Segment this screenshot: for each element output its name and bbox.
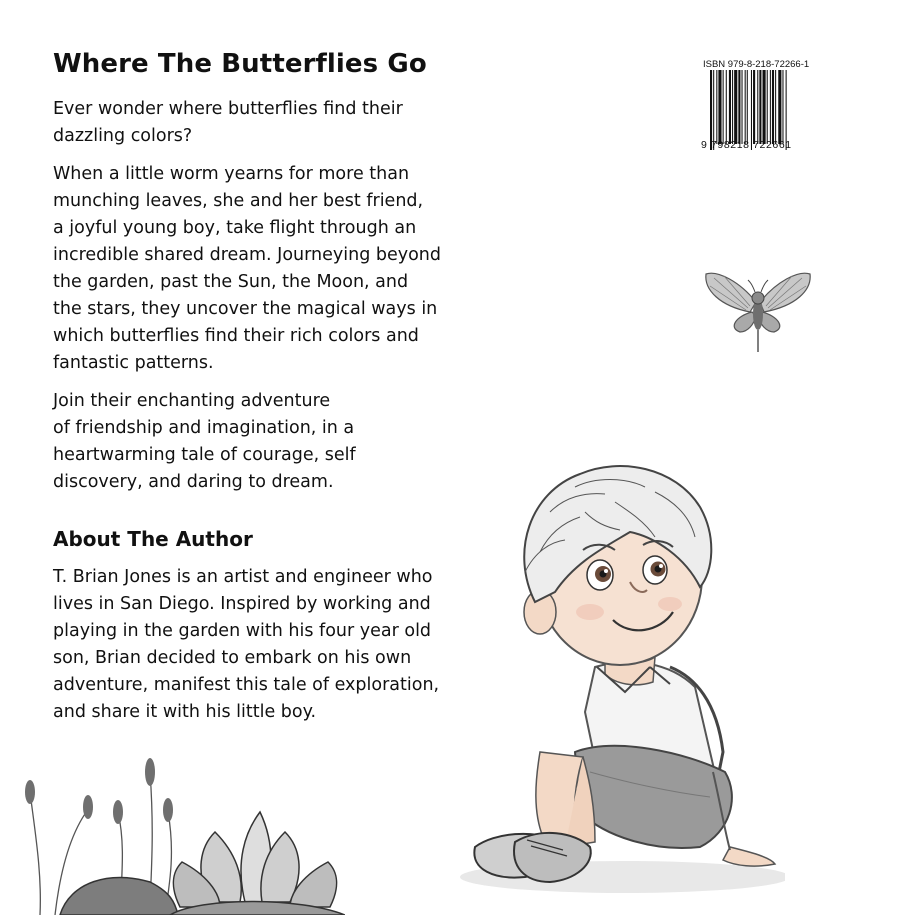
author-bio: T. Brian Jones is an artist and engineer who lives in San Diego. Inspired by working and playing in the garden with his four year old son, Brian decided to embark on his own adventure, manifest this tale of exploration, and share it with his little boy. xyxy=(53,567,440,722)
butterfly-icon xyxy=(700,262,815,357)
isbn-label: ISBN 979-8-218-72266-1 xyxy=(703,59,810,70)
book-title: Where The Butterflies Go xyxy=(53,49,427,79)
boy-icon xyxy=(455,452,785,897)
about-author-section xyxy=(53,524,453,726)
synopsis: When a little worm yearns for more than munching leaves, she and her best friend, a joyful young boy, take flight through an incredible shared dream. Journeying beyond the garden, past the Sun, the Moon, and the stars, they uncover the magical ways in which butterflies find their rich colors and fantastic patterns. xyxy=(53,164,442,373)
barcode-digits: 9 798218 722661 xyxy=(701,139,792,151)
about-author-heading: About The Author xyxy=(53,527,253,551)
barcode-icon xyxy=(700,58,815,168)
invitation: Join their enchanting adventure of friendship and imagination, in a heartwarming tale of courage, self discovery, and daring to dream. xyxy=(53,391,356,492)
tagline: Ever wonder where butterflies find their dazzling colors? xyxy=(53,99,403,146)
flower-icon xyxy=(0,752,345,915)
text-column xyxy=(53,44,453,737)
